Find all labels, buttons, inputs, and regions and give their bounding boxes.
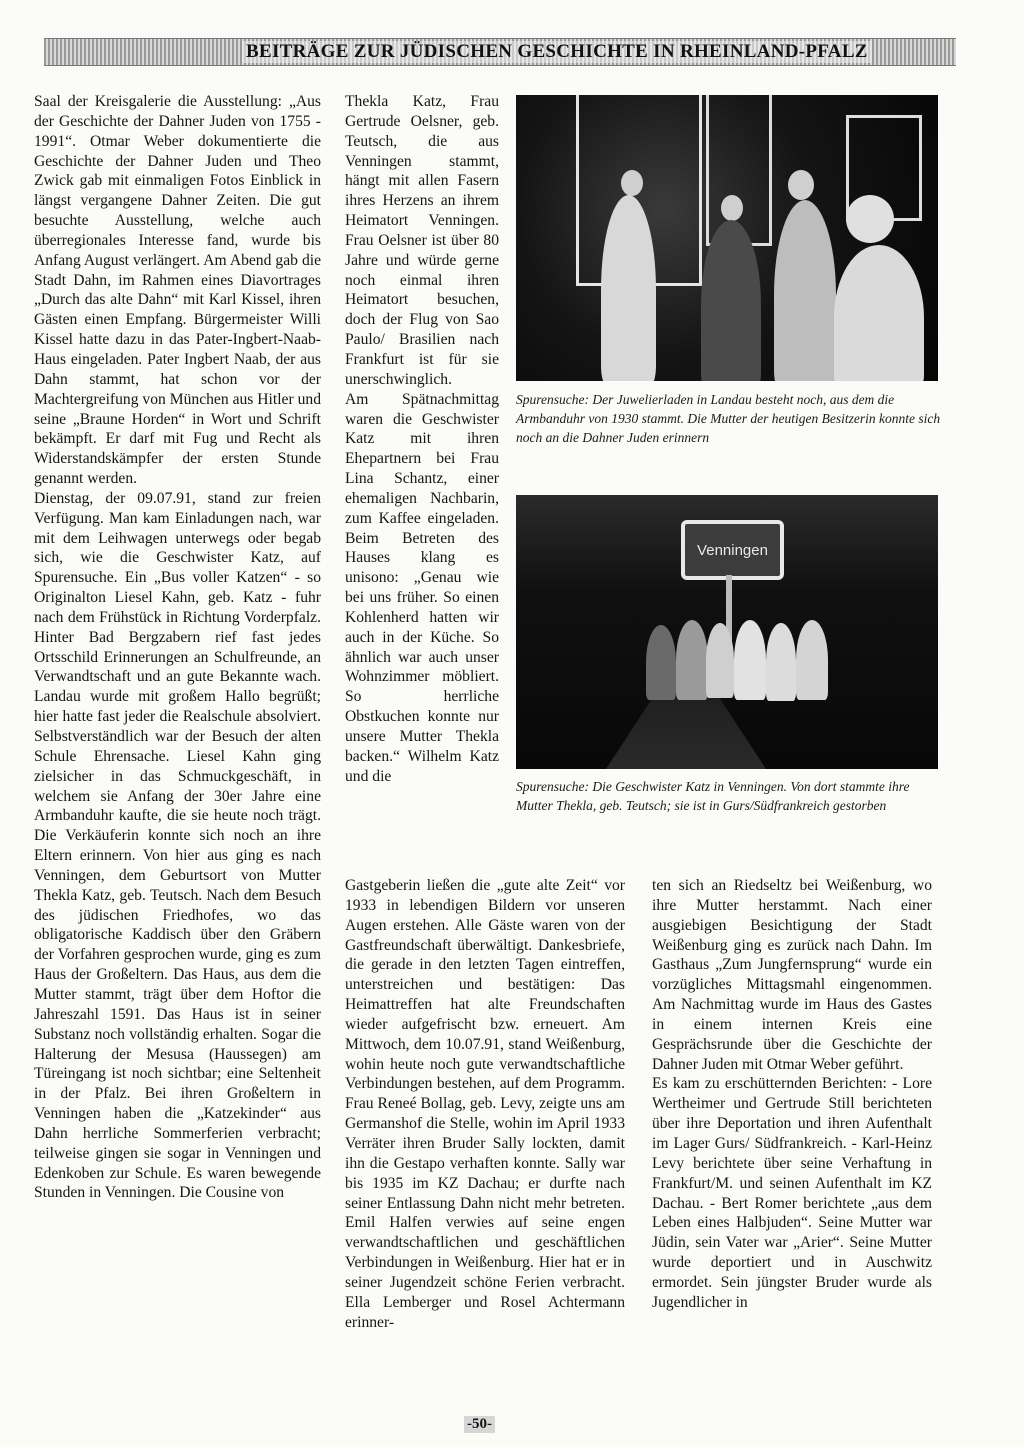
text-column-1 (34, 92, 321, 1203)
person-head (846, 195, 894, 243)
paragraph: Gastgeberin ließen die „gute alte Zeit“ vor 1933 in lebendigen Bildern vor unseren Augen erstehen. Alle Gäste waren von der Gastfreundschaft überwältigt. Dankesbriefe, die gerade in den letzten Tagen eintreffen, unterstreichen und bestätigen: Das Heimattreffen hat alte Freundschaften wieder aufgefrischt bzw. erneuert. Am Mittwoch, dem 10.07.91, stand Weißenburg, wohin heute noch gute verwandtschaftliche Verbindungen bestehen, auf dem Programm. Frau Reneé Bollag, geb. Levy, zeigte uns am Germanshof die Stelle, wohin im April 1933 Verräter ihren Bruder Sally lockten, damit ihn die Gestapo verhaften konnte. Sally war bis 1935 im KZ Dachau; er durfte nach seiner Entlassung Dahn nicht mehr betreten. Emil Halfen verwies auf seine engen verwandtschaftlichen und geschäftlichen Verbindungen in Weißenburg. Hier hat er in seiner Jugendzeit schöne Ferien verbracht. Ella Lemberger und Rosel Achtermann erinner- (345, 877, 625, 1331)
venningen-sign-photo (516, 495, 938, 769)
paragraph: Dienstag, der 09.07.91, stand zur freien Verfügung. Man kam Einladungen nach, war mit dem Leihwagen unterwegs oder begab sich, wie die Geschwister Katz, auf Spurensuche. Ein „Bus voller Katzen“ - so Originalton Liesel Kahn, geb. Katz - fuhr nach dem Frühstück in Richtung Vorderpfalz. Hinter Bad Bergzabern rief fast jedes Ortsschild Erinnerungen an Schulfreunde, an Verwandtschaft und an gute Bekannte wach. Landau wurde mit großem Hallo begrüßt; hier hatte fast jeder die Realschule absolviert. Selbstverständlich war der Besuch der alten Schule Ehrensache. Liesel Kahn ging zielsicher in das Schmuckgeschäft, in welchem sie Anfang der 30er Jahre eine Armbanduhr kaufte, die sie heute noch trägt. Die Verkäuferin konnte sich noch an ihre Eltern erinnern. Von hier aus ging es nach Venningen, dem Geburtsort von Mutter Thekla Katz, geb. Teutsch. Nach dem Besuch des jüdischen Friedhofes, wo das obligatorische Kaddisch über den Gräbern der Vorfahren gesprochen wurde, ging es zum Haus der Großeltern. Das Haus, aus dem die Mutter stammt, trägt über dem Hoftor die Jahreszahl 1591. Das Haus ist in seiner Substanz noch vollständig erhalten. Sogar die Halterung der Mesusa (Haussegen) am Türeingang ist noch sichtbar; eine Seltenheit in der Pfalz. Bei ihren Großeltern in Venningen haben die „Katzekinder“ aus Dahn herrliche Sommerferien verbracht; teilweise gingen sie sogar in Venningen und Edenkoben zur Schule. Es waren bewegende Stunden in Venningen. Die Cousine von (34, 489, 321, 1202)
person-head (788, 170, 814, 200)
text-column-4 (652, 876, 932, 1313)
paragraph: Es kam zu erschütternden Berichten: - Lore Wertheimer und Gertrude Still berichteten über ihre Deportation und ihren Aufenthalt im Lager Gurs/ Südfrankreich. - Karl-Heinz Levy berichtete über seine Verhaftung in Frankfurt/M. und seinen Aufenthalt im KZ Dachau. - Bert Romer berichtete „aus dem Leben eines Halbjuden“. Seine Mutter war Jüdin, sein Vater war „Arier“. Seine Mutter wurde deportiert und in Auschwitz ermordet. Sein jüngster Bruder wurde als Jugendlicher in (652, 1075, 932, 1311)
paragraph: Am Spätnachmittag waren die Geschwister Katz mit ihren Ehepartnern bei Frau Lina Schantz, einer ehemaligen Nachbarin, zum Kaffee eingeladen. Beim Betreten des Hauses klang es unisono: „Genau wie bei uns früher. So einen Kohlenherd hatten wir auch in der Küche. So ähnlich war auch unser Wohnzimmer möbliert. So herrliche Obstkuchen konnte nur unsere Mutter Thekla backen.“ Wilhelm Katz und die (345, 390, 499, 785)
person-head (721, 195, 743, 221)
person-figure (834, 245, 924, 381)
person-figure (676, 620, 708, 700)
person-figure (601, 195, 656, 381)
person-figure (701, 220, 761, 381)
page-number: -50- (464, 1416, 495, 1433)
journal-title: BEITRÄGE ZUR JÜDISCHEN GESCHICHTE IN RHEINLAND-PFALZ (242, 41, 872, 63)
town-sign-text: Venningen (697, 541, 768, 559)
journal-header-bar (44, 38, 956, 66)
person-figure (774, 200, 836, 381)
person-figure (646, 625, 676, 700)
person-figure (766, 623, 796, 701)
photo-caption: Spurensuche: Der Juwelierladen in Landau besteht noch, aus dem die Armbanduhr von 1930 stammt. Die Mutter der heutigen Besitzerin konnte sich noch an die Dahner Juden erinnern (516, 392, 941, 445)
jewelry-shop-photo (516, 95, 938, 381)
text-column-2 (345, 92, 499, 787)
person-figure (734, 620, 766, 700)
text-column-3 (345, 876, 625, 1332)
paragraph: ten sich an Riedseltz bei Weißenburg, wo ihre Mutter herstammt. Nach einer ausgiebigen Besichtigung der Stadt Weißenburg ging es zurück nach Dahn. Im Gasthaus „Zum Jungfernsprung“ wurde ein vorzügliches Mittagsmahl eingenommen. Am Nachmittag wurde im Haus des Gastes in einem internen Kreis eine Gesprächsrunde über die Geschichte der Dahner Juden mit Otmar Weber geführt. (652, 877, 932, 1073)
paragraph: Thekla Katz, Frau Gertrude Oelsner, geb. Teutsch, die aus Venningen stammt, hängt mit allen Fasern ihres Herzens an ihrem Heimatort Venningen. Frau Oelsner ist über 80 Jahre und würde gerne noch einmal ihren Heimatort besuchen, doch der Flug von Sao Paulo/ Brasilien nach Frankfurt ist für sie unerschwinglich. (345, 93, 499, 388)
paragraph: Saal der Kreisgalerie die Ausstellung: „Aus der Geschichte der Dahner Juden von 1755 - 1991“. Otmar Weber dokumentierte die Geschichte der Dahner Juden und Theo Zwick gab mit einmaligen Fotos Einblick in längst vergangene Dahner Zeiten. Die gut besuchte Ausstellung, welche auch überregionales Interesse fand, wurde bis Anfang August verlängert. Am Abend gab die Stadt Dahn, im Rahmen eines Diavortrages „Durch das alte Dahn“ mit Karl Kissel, ihren Gästen einen Empfang. Bürgermeister Willi Kissel hatte dazu in das Pater-Ingbert-Naab-Haus eingeladen. Pater Ingbert Naab, der aus Dahn stammt, hat schon vor der Machtergreifung von München aus Hitler und seine „Braune Horden“ in Wort und Schrift bekämpft. Er darf mit Fug und Recht als Widerstandskämpfer der ersten Stunde genannt werden. (34, 93, 321, 488)
photo-caption: Spurensuche: Die Geschwister Katz in Venningen. Von dort stammte ihre Mutter Thekla, geb. Teutsch; sie ist in Gurs/Südfrankreich gestorben (516, 779, 910, 813)
person-figure (796, 620, 828, 700)
person-head (621, 170, 643, 196)
town-sign (681, 520, 784, 580)
person-figure (706, 623, 734, 698)
